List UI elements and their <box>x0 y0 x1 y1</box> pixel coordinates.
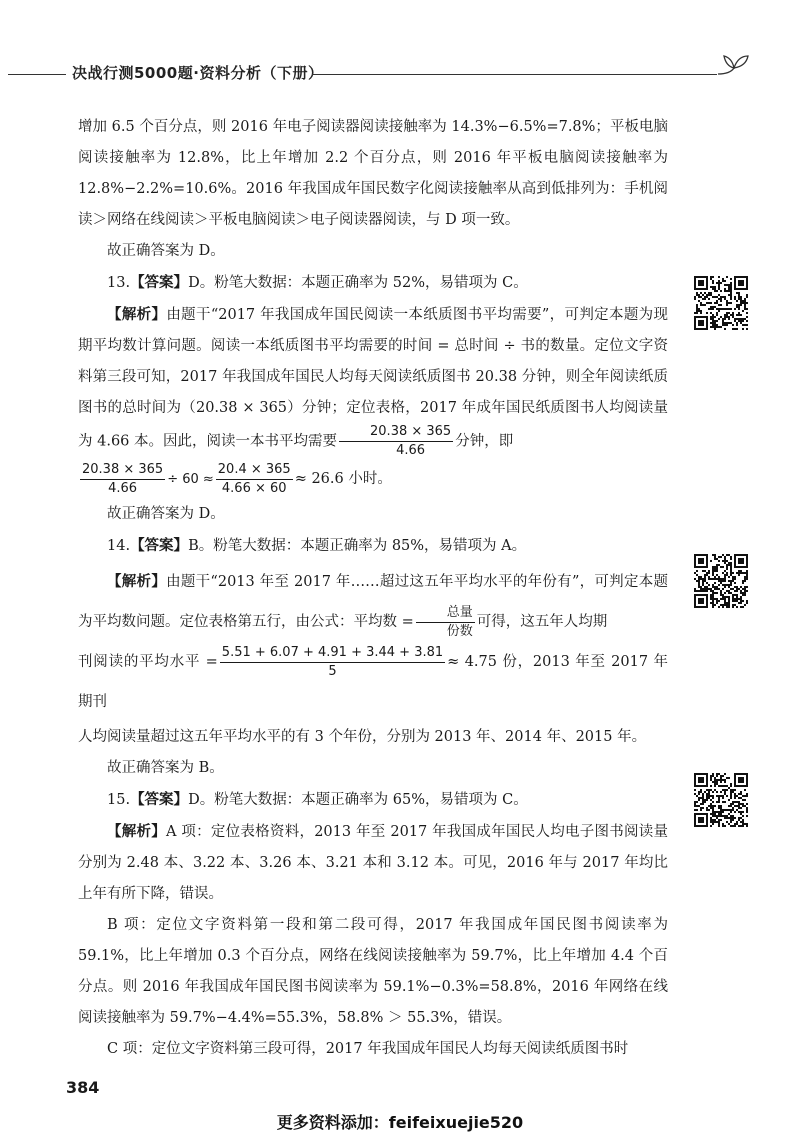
q13-answer-tag: 【答案】 <box>130 274 189 291</box>
q15-answer-tag: 【答案】 <box>130 791 189 808</box>
qr-code-icon <box>694 276 748 330</box>
question-15-option-b: B 项：定位文字资料第一段和第二段可得，2017 年我国成年国民图书阅读率为 59.1%，比上年增加 0.3 个百分点，网络在线阅读接触率为 59.7%，比上年增加 4.4 个百分点。则 2016 年我国成年国民图书阅读率为 59.1%−0.3%=58.8%，2016 年网络在线阅读接触率为 59.7%−4.4%=55.3%，58.8% ＞ 55.3%，错误。 <box>78 917 668 1026</box>
q14-formula-denominator: 份数 <box>446 623 473 639</box>
q13-explanation-text: 由题干“2017 年我国成年国民阅读一本纸质图书平均需要”，可判定本题为现期平均数计算问题。阅读一本纸质图书平均需要的时间 = 总时间 ÷ 书的数量。定位文字资料第三段可知，2017 年我国成年国民人均每天阅读纸质图书 20.38 分钟，则全年阅读纸质图书的总时间为（20.38 × 365）分钟；定位表格，2017 年成年国民纸质图书人均阅读量为 4.66 本。因此，阅读一本书平均需要 <box>78 307 669 450</box>
q14-formula-numerator: 总量 <box>416 605 475 623</box>
question-15-answer <box>78 784 668 816</box>
q14-average-denominator: 5 <box>328 663 337 679</box>
question-14-answer <box>78 530 668 562</box>
q13-equation <box>78 459 668 499</box>
question-14-average <box>78 642 668 722</box>
footer-note: 更多资料添加：feifeixuejie520 <box>276 1113 524 1132</box>
q14-explanation-text: 由题干“2013 年至 2017 年……超过这五年平均水平的年份有”，可判定本题为平均数问题。定位表格第五行，由公式：平均数 = <box>78 574 668 630</box>
question-15-explanation <box>78 816 668 910</box>
header-rule-left <box>8 74 66 75</box>
question-14-explanation <box>78 562 668 642</box>
question-14-conclusion: 人均阅读量超过这五年平均水平的有 3 个年份，分别为 2013 年、2014 年、2015 年。 <box>78 729 647 745</box>
q13-fraction-denominator: 4.66 <box>396 443 426 458</box>
q15-answer-text: D。粉笔大数据：本题正确率为 65%，易错项为 C。 <box>188 792 528 808</box>
q13-number: 13. <box>107 275 131 291</box>
q13-fraction <box>339 424 453 459</box>
q14-number: 14. <box>107 538 131 554</box>
q14-formula-fraction <box>416 605 475 640</box>
question-13-explanation <box>78 299 668 459</box>
q13-eq-fraction-2 <box>216 462 293 497</box>
answer-q14: 故正确答案为 B。 <box>107 760 224 776</box>
q14-average-label: 刊阅读的平均水平 = <box>78 654 218 670</box>
page-number: 384 <box>66 1078 100 1097</box>
q13-answer-text: D。粉笔大数据：本题正确率为 52%，易错项为 C。 <box>188 275 528 291</box>
q13-eq-mid: ÷ 60 ≈ <box>167 471 214 487</box>
q15-explanation-tag: 【解析】 <box>107 823 167 840</box>
qr-code-icon <box>694 773 748 827</box>
q13-explanation-tag: 【解析】 <box>107 306 167 323</box>
q14-average-fraction <box>220 645 445 680</box>
q13-eq-end: ≈ 26.6 小时。 <box>294 470 392 487</box>
q13-fraction-numerator: 20.38 × 365 <box>339 424 453 442</box>
q14-average-result: ≈ 4.75 份，2013 年至 2017 年期刊 <box>78 654 668 710</box>
answer-q12: 故正确答案为 D。 <box>107 243 225 259</box>
q13-eq-fraction-1 <box>80 462 165 497</box>
book-title: 决战行测5000题·资料分析（下册） <box>72 64 324 82</box>
q14-answer-tag: 【答案】 <box>130 537 189 554</box>
qr-code-icon <box>694 554 748 608</box>
paragraph-q12-continued: 增加 6.5 个百分点，则 2016 年电子阅读器阅读接触率为 14.3%−6.5%=7.8%；平板电脑阅读接触率为 12.8%，比上年增加 2.2 个百分点，则 2016 年平板电脑阅读接触率为 12.8%−2.2%=10.6%。2016 年我国成年国民数字化阅读接触率从高到低排列为：手机阅读＞网络在线阅读＞平板电脑阅读＞电子阅读器阅读，与 D 项一致。 <box>78 119 668 228</box>
question-13-answer <box>78 267 668 299</box>
q14-explanation-tag: 【解析】 <box>107 573 167 590</box>
sprout-icon <box>716 48 756 88</box>
q14-explanation-text-b: 可得，这五年人均期 <box>476 614 608 630</box>
header-rule-right <box>312 74 717 75</box>
body-text <box>78 112 668 1065</box>
q14-average-numerator: 5.51 + 6.07 + 4.91 + 3.44 + 3.81 <box>220 645 445 663</box>
q13-eq2-numerator: 20.4 × 365 <box>216 462 293 480</box>
answer-q13: 故正确答案为 D。 <box>107 506 225 522</box>
running-header <box>0 62 800 92</box>
q13-eq1-denominator: 4.66 <box>108 480 138 496</box>
q15-number: 15. <box>107 792 131 808</box>
q13-tail: 分钟，即 <box>455 433 514 450</box>
q15-option-a: A 项：定位表格资料，2013 年至 2017 年我国成年国民人均电子图书阅读量分别为 2.48 本、3.22 本、3.26 本、3.21 本和 3.12 本。可见，2016 年与 2017 年均比上年有所下降，错误。 <box>78 824 669 902</box>
q13-eq1-numerator: 20.38 × 365 <box>80 462 165 480</box>
q14-answer-text: B。粉笔大数据：本题正确率为 85%，易错项为 A。 <box>188 538 527 554</box>
question-15-option-c: C 项：定位文字资料第三段可得，2017 年我国成年国民人均每天阅读纸质图书时 <box>107 1041 629 1057</box>
q13-eq2-denominator: 4.66 × 60 <box>221 480 287 496</box>
